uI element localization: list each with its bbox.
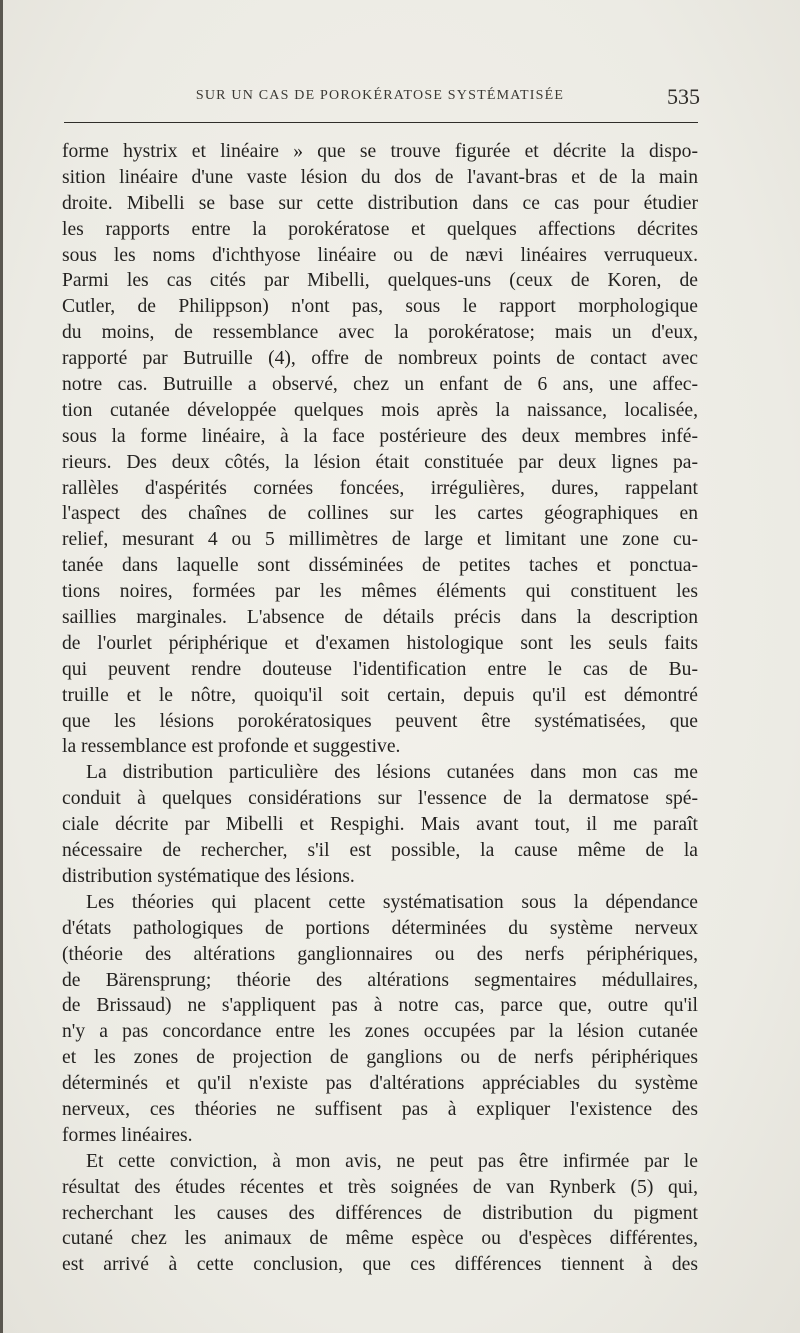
header-rule <box>64 122 698 123</box>
text-line: n'y a pas concordance entre les zones occupées par la lésion cutanée <box>62 1021 698 1043</box>
text-line: rapporté par Butruille (4), offre de nombreux points de contact avec <box>62 348 698 370</box>
page-number: 535 <box>667 84 700 109</box>
text-line: est arrivé à cette conclusion, que ces différences tiennent à des <box>62 1254 698 1276</box>
text-line: conduit à quelques considérations sur l'essence de la dermatose spé- <box>62 788 698 810</box>
text-line: notre cas. Butruille a observé, chez un enfant de 6 ans, une affec- <box>62 374 698 396</box>
text-line: que les lésions porokératosiques peuvent être systématisées, que <box>62 710 698 732</box>
text-line: rallèles d'aspérités cornées foncées, irrégulières, dures, rappelant <box>62 477 698 499</box>
text-line: la ressemblance est profonde et suggestive. <box>62 736 401 758</box>
text-line: droite. Mibelli se base sur cette distribution dans ce cas pour étudier <box>62 192 698 214</box>
running-title: SUR UN CAS DE POROKÉRATOSE SYSTÉMATISÉE <box>195 88 565 103</box>
text-line: d'états pathologiques de portions déterminées du système nerveux <box>62 917 698 939</box>
text-line: les rapports entre la porokératose et quelques affections décrites <box>62 218 698 240</box>
text-line: tions noires, formées par les mêmes éléments qui constituent les <box>62 581 698 603</box>
text-line: qui peuvent rendre douteuse l'identification entre le cas de Bu- <box>62 658 698 680</box>
text-line: nécessaire de rechercher, s'il est possible, la cause même de la <box>62 840 698 862</box>
text-line: nerveux, ces théories ne suffisent pas à expliquer l'existence des <box>62 1098 698 1120</box>
text-line: cutané chez les animaux de même espèce ou d'espèces différentes, <box>62 1228 698 1250</box>
text-line: relief, mesurant 4 ou 5 millimètres de large et limitant une zone cu- <box>62 529 698 551</box>
text-line: et les zones de projection de ganglions ou de nerfs périphériques <box>62 1047 698 1069</box>
text-line: Les théories qui placent cette systématisation sous la dépendance <box>86 891 698 913</box>
body-text <box>62 139 698 1278</box>
text-line: de Brissaud) ne s'appliquent pas à notre cas, parce que, outre qu'il <box>62 995 698 1017</box>
text-line: La distribution particulière des lésions cutanées dans mon cas me <box>86 762 698 784</box>
text-line: Cutler, de Philippson) n'ont pas, sous le rapport morphologique <box>62 296 698 318</box>
text-line: rieurs. Des deux côtés, la lésion était constituée par deux lignes pa- <box>62 451 698 473</box>
text-line: recherchant les causes des différences de distribution du pigment <box>62 1202 698 1224</box>
text-line: truille et le nôtre, quoiqu'il soit certain, depuis qu'il est démontré <box>62 684 698 706</box>
text-line: du moins, de ressemblance avec la porokératose; mais un d'eux, <box>62 322 698 344</box>
text-line: Parmi les cas cités par Mibelli, quelques-uns (ceux de Koren, de <box>62 270 698 292</box>
text-line: tion cutanée développée quelques mois après la naissance, localisée, <box>62 399 698 421</box>
text-line: ciale décrite par Mibelli et Respighi. Mais avant tout, il me paraît <box>62 814 698 836</box>
text-line: de l'ourlet périphérique et d'examen histologique sont les seuls faits <box>62 632 698 654</box>
text-line: déterminés et qu'il n'existe pas d'altérations appréciables du système <box>62 1073 698 1095</box>
text-line: résultat des études récentes et très soignées de van Rynberk (5) qui, <box>62 1176 698 1198</box>
text-line: sous les noms d'ichthyose linéaire ou de nævi linéaires verruqueux. <box>62 244 698 266</box>
running-head <box>0 86 800 110</box>
page-edge-shadow <box>0 0 3 1333</box>
text-line: (théorie des altérations ganglionnaires ou des nerfs périphériques, <box>62 943 698 965</box>
text-line: distribution systématique des lésions. <box>62 865 355 887</box>
text-line: saillies marginales. L'absence de détails précis dans la description <box>62 607 698 629</box>
text-line: formes linéaires. <box>62 1124 193 1146</box>
text-line: sous la forme linéaire, à la face postérieure des deux membres infé- <box>62 425 698 447</box>
text-line: Et cette conviction, à mon avis, ne peut pas être infirmée par le <box>86 1150 698 1172</box>
text-line: sition linéaire d'une vaste lésion du dos de l'avant-bras et de la main <box>62 166 698 188</box>
text-line: forme hystrix et linéaire » que se trouve figurée et décrite la dispo- <box>62 141 698 162</box>
text-line: tanée dans laquelle sont disséminées de petites taches et ponctua- <box>62 555 698 577</box>
text-line: l'aspect des chaînes de collines sur les cartes géographiques en <box>62 503 698 525</box>
text-line: de Bärensprung; théorie des altérations segmentaires médullaires, <box>62 969 698 991</box>
